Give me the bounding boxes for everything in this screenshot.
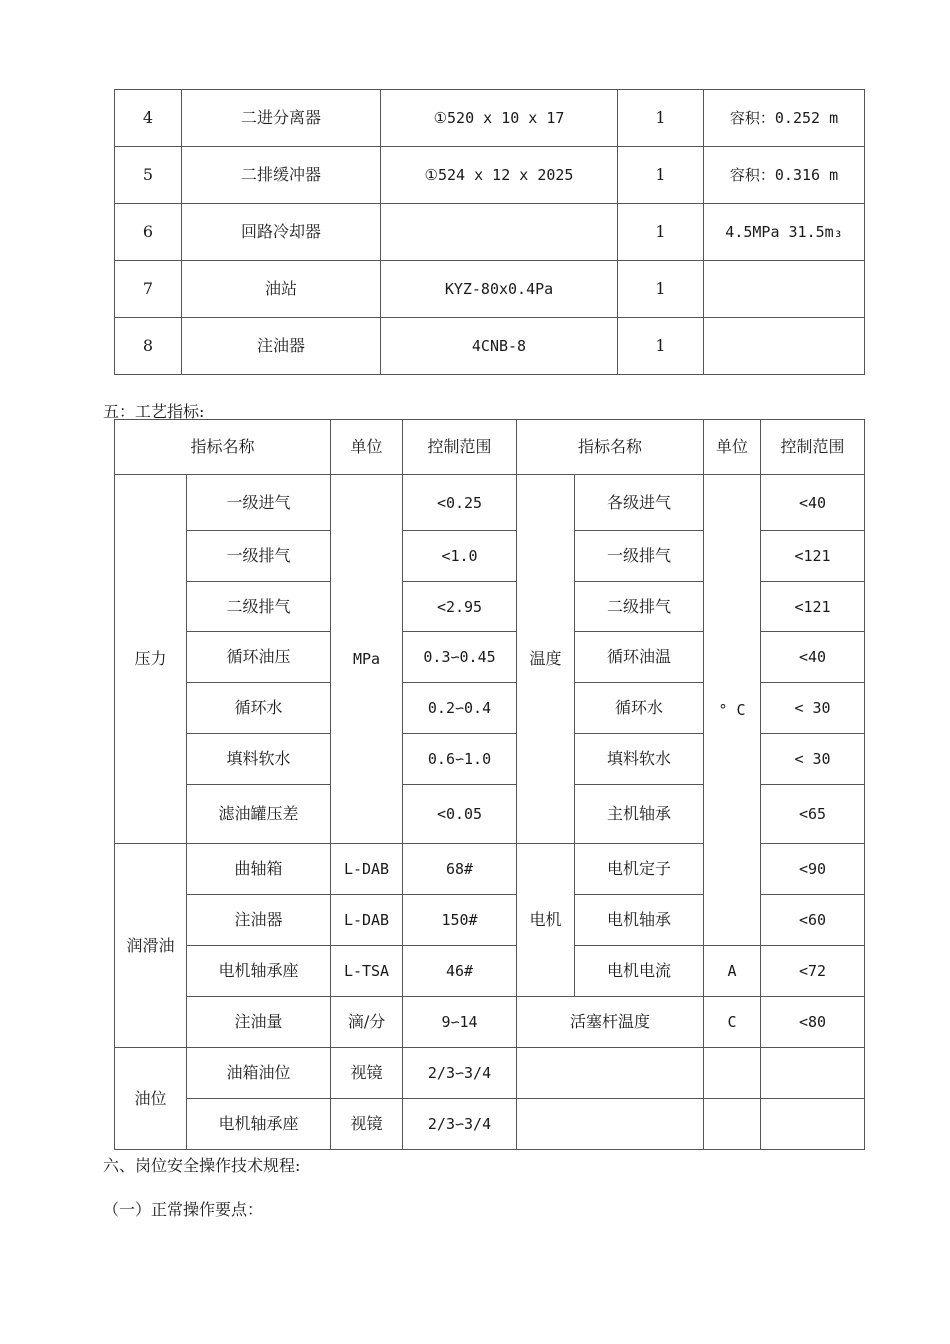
equipment-qty: 1 xyxy=(618,204,704,261)
indicator-range: <72 xyxy=(761,946,865,997)
row-number: 8 xyxy=(115,318,182,375)
indicator-name: 循环水 xyxy=(187,683,331,734)
unit-mpa: MPa xyxy=(331,475,403,844)
equipment-name: 二排缓冲器 xyxy=(182,147,381,204)
equipment-table xyxy=(114,89,865,375)
group-temperature: 温度 xyxy=(517,475,575,844)
table-row xyxy=(115,90,865,147)
group-motor: 电机 xyxy=(517,844,575,997)
table-row xyxy=(115,261,865,318)
equipment-note: 容积：0.316 m xyxy=(704,147,865,204)
table-row xyxy=(115,204,865,261)
header-unit-2: 单位 xyxy=(704,420,761,475)
indicator-name: 填料软水 xyxy=(187,734,331,785)
indicator-name: 活塞杆温度 xyxy=(517,997,704,1048)
equipment-note xyxy=(704,318,865,375)
empty-cell xyxy=(704,1048,761,1099)
indicator-name: 电机轴承 xyxy=(575,895,704,946)
equipment-spec xyxy=(381,204,618,261)
header-name: 指标名称 xyxy=(115,420,331,475)
equipment-qty: 1 xyxy=(618,90,704,147)
indicator-name: 电机轴承座 xyxy=(187,1099,331,1150)
indicator-range: 0.2∽0.4 xyxy=(403,683,517,734)
table-row xyxy=(115,946,865,997)
header-range-2: 控制范围 xyxy=(761,420,865,475)
indicator-range: <2.95 xyxy=(403,582,517,632)
table-row xyxy=(115,1048,865,1099)
header-row xyxy=(115,420,865,475)
empty-cell xyxy=(517,1099,704,1150)
indicator-name: 电机电流 xyxy=(575,946,704,997)
indicator-name: 循环水 xyxy=(575,683,704,734)
indicator-name: 油箱油位 xyxy=(187,1048,331,1099)
indicator-range: <60 xyxy=(761,895,865,946)
unit-celsius: ° C xyxy=(704,475,761,946)
section-6-heading: 六、岗位安全操作技术规程: xyxy=(103,1156,301,1175)
equipment-spec: ①524 x 12 x 2025 xyxy=(381,147,618,204)
header-name-2: 指标名称 xyxy=(517,420,704,475)
equipment-name: 注油器 xyxy=(182,318,381,375)
indicator-range: 2/3∽3/4 xyxy=(403,1048,517,1099)
equipment-qty: 1 xyxy=(618,318,704,375)
empty-cell xyxy=(761,1099,865,1150)
unit-oil-grade: L-DAB xyxy=(331,844,403,895)
indicator-range: <121 xyxy=(761,531,865,582)
unit-sight-glass: 视镜 xyxy=(331,1048,403,1099)
indicator-name: 注油量 xyxy=(187,997,331,1048)
row-number: 5 xyxy=(115,147,182,204)
unit-amp: A xyxy=(704,946,761,997)
indicator-range: <121 xyxy=(761,582,865,632)
equipment-spec: ①520 x 10 x 17 xyxy=(381,90,618,147)
indicator-name: 电机定子 xyxy=(575,844,704,895)
indicator-name: 电机轴承座 xyxy=(187,946,331,997)
empty-cell xyxy=(704,1099,761,1150)
equipment-spec: 4CNB-8 xyxy=(381,318,618,375)
indicator-name: 注油器 xyxy=(187,895,331,946)
indicator-name: 循环油压 xyxy=(187,632,331,683)
indicator-name: 一级排气 xyxy=(575,531,704,582)
row-number: 7 xyxy=(115,261,182,318)
group-pressure: 压力 xyxy=(115,475,187,844)
equipment-name: 二进分离器 xyxy=(182,90,381,147)
table-row xyxy=(115,475,865,531)
indicator-name: 二级排气 xyxy=(575,582,704,632)
table-row xyxy=(115,318,865,375)
indicator-name: 滤油罐压差 xyxy=(187,785,331,844)
indicator-range: < 30 xyxy=(761,734,865,785)
indicator-range: 0.6∽1.0 xyxy=(403,734,517,785)
section-5-heading: 五：工艺指标: xyxy=(103,402,205,421)
empty-cell xyxy=(761,1048,865,1099)
indicator-range: 9∽14 xyxy=(403,997,517,1048)
equipment-qty: 1 xyxy=(618,147,704,204)
indicator-range: <40 xyxy=(761,632,865,683)
indicator-name: 曲轴箱 xyxy=(187,844,331,895)
indicator-range: <1.0 xyxy=(403,531,517,582)
indicator-name: 一级进气 xyxy=(187,475,331,531)
group-lube-oil: 润滑油 xyxy=(115,844,187,1048)
unit-oil-grade: L-TSA xyxy=(331,946,403,997)
indicator-range: <0.05 xyxy=(403,785,517,844)
indicator-range: 68# xyxy=(403,844,517,895)
row-number: 6 xyxy=(115,204,182,261)
indicator-range: < 30 xyxy=(761,683,865,734)
indicators-table xyxy=(114,419,865,1150)
row-number: 4 xyxy=(115,90,182,147)
header-unit: 单位 xyxy=(331,420,403,475)
equipment-qty: 1 xyxy=(618,261,704,318)
equipment-spec: KYZ-80x0.4Pa xyxy=(381,261,618,318)
equipment-note xyxy=(704,261,865,318)
equipment-name: 油站 xyxy=(182,261,381,318)
indicator-range: 150# xyxy=(403,895,517,946)
equipment-note: 4.5MPa 31.5m₃ xyxy=(704,204,865,261)
indicator-name: 一级排气 xyxy=(187,531,331,582)
indicator-name: 循环油温 xyxy=(575,632,704,683)
indicator-name: 填料软水 xyxy=(575,734,704,785)
header-range: 控制范围 xyxy=(403,420,517,475)
indicator-range: 0.3∽0.45 xyxy=(403,632,517,683)
table-row xyxy=(115,147,865,204)
indicator-name: 各级进气 xyxy=(575,475,704,531)
indicator-range: <90 xyxy=(761,844,865,895)
group-oil-level: 油位 xyxy=(115,1048,187,1150)
empty-cell xyxy=(517,1048,704,1099)
indicator-range: <65 xyxy=(761,785,865,844)
indicator-name: 二级排气 xyxy=(187,582,331,632)
indicator-range: 2/3∽3/4 xyxy=(403,1099,517,1150)
indicator-range: <0.25 xyxy=(403,475,517,531)
table-row xyxy=(115,1099,865,1150)
subsection-1-heading: （一）正常操作要点： xyxy=(103,1200,264,1219)
indicator-range: 46# xyxy=(403,946,517,997)
table-row xyxy=(115,997,865,1048)
indicator-name: 主机轴承 xyxy=(575,785,704,844)
unit-drops: 滴/分 xyxy=(331,997,403,1048)
equipment-note: 容积：0.252 m xyxy=(704,90,865,147)
indicator-range: <80 xyxy=(761,997,865,1048)
unit-oil-grade: L-DAB xyxy=(331,895,403,946)
equipment-name: 回路冷却器 xyxy=(182,204,381,261)
indicator-range: <40 xyxy=(761,475,865,531)
unit-sight-glass: 视镜 xyxy=(331,1099,403,1150)
unit-c: C xyxy=(704,997,761,1048)
